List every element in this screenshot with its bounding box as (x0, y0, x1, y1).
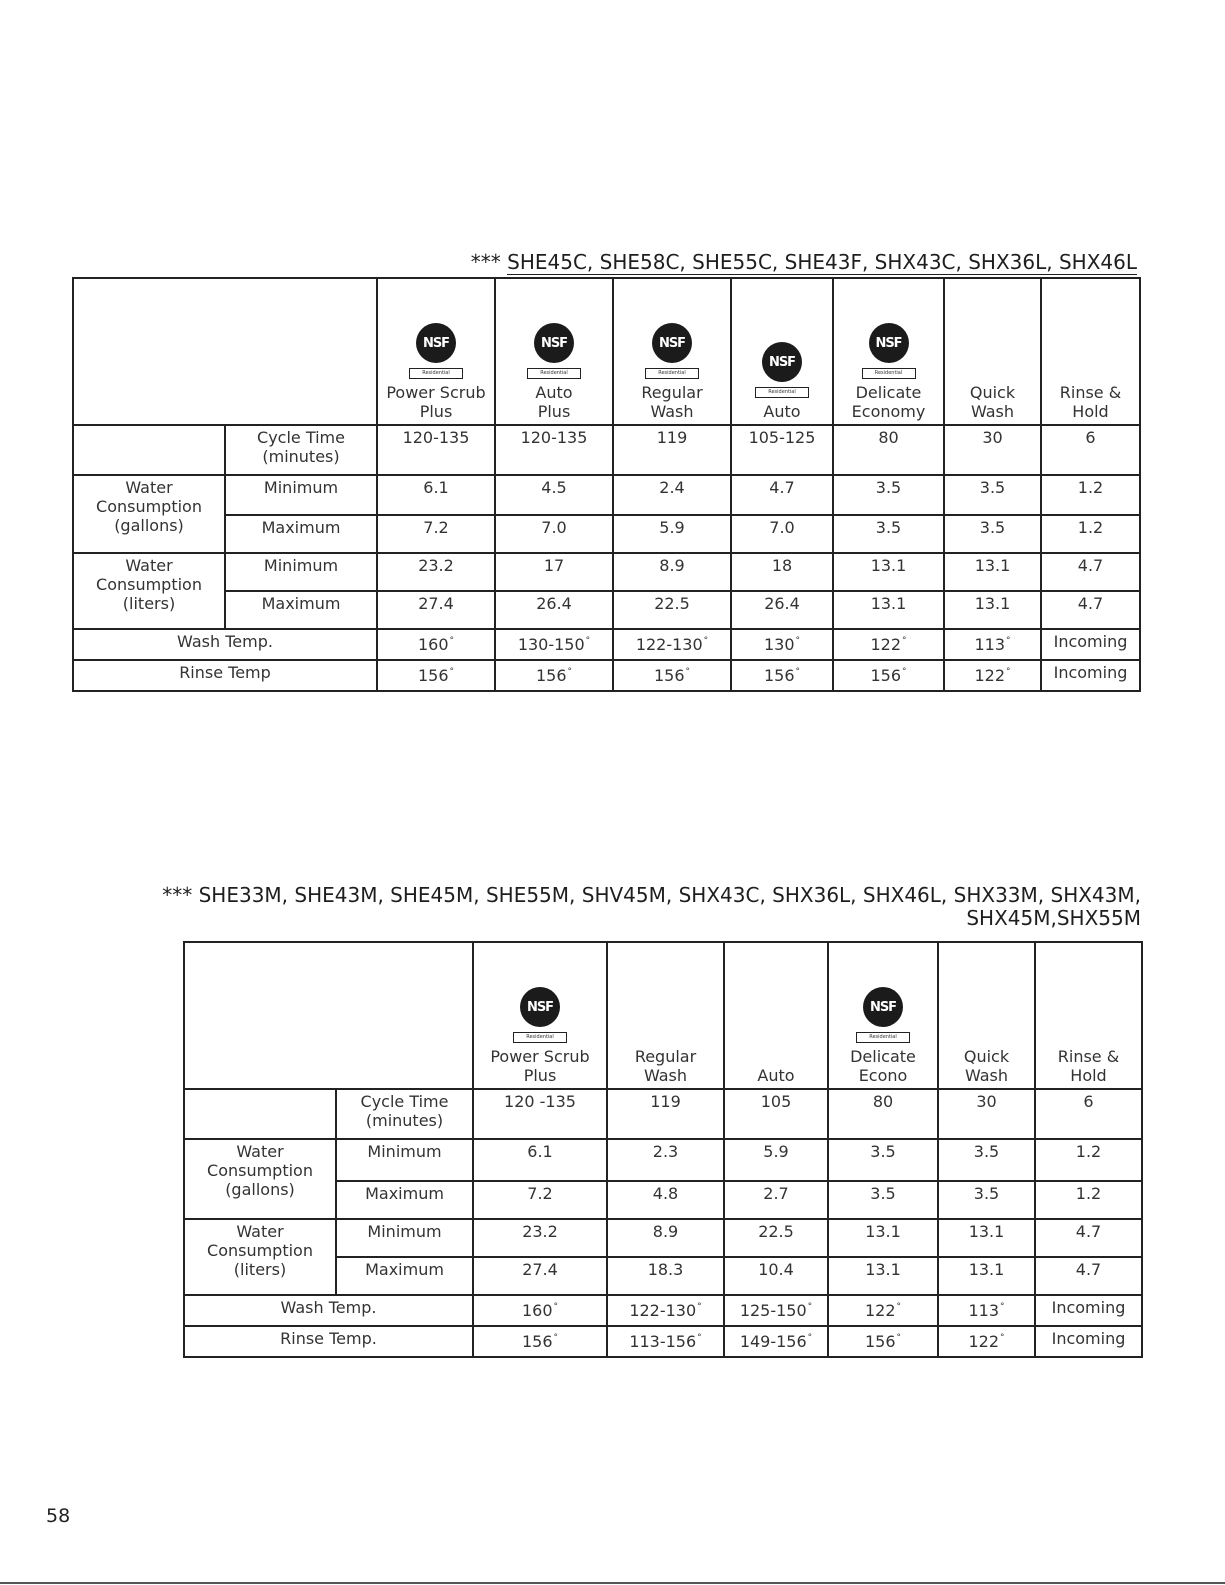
cycle-time-value: 119 (607, 1089, 724, 1139)
table1-heading-models: SHE45C, SHE58C, SHE55C, SHE43F, SHX43C, SHX36L, SHX46L (507, 250, 1137, 274)
temp-text: 113 (968, 1301, 1000, 1320)
table1-heading-prefix: *** (470, 250, 508, 274)
table1-header-row (73, 278, 1140, 425)
column-name-line2: Econo (858, 1066, 908, 1085)
cycle-time-value: 105-125 (731, 425, 833, 475)
degree-symbol: ° (697, 1333, 702, 1343)
nsf-residential-logo-icon (831, 987, 935, 1043)
table1-wash-temp-row (73, 629, 1140, 660)
table2-column-header (828, 942, 938, 1089)
degree-symbol: ° (553, 1302, 559, 1312)
liters-min-value: 13.1 (828, 1219, 938, 1257)
rinse-temp-value (473, 1326, 607, 1357)
table2-rinse-temp-label: Rinse Temp. (184, 1326, 473, 1357)
nsf-tag-text: Residential (513, 1032, 567, 1043)
gallons-min-value: 1.2 (1035, 1139, 1142, 1181)
degree-symbol: ° (567, 667, 573, 677)
gallons-max-value: 2.7 (724, 1181, 828, 1219)
table1-rinse-temp-label: Rinse Temp (73, 660, 377, 691)
gallons-max-value: 7.2 (473, 1181, 607, 1219)
table1-rinse-temp-row (73, 660, 1140, 691)
temp-text: 156 (763, 666, 795, 685)
rinse-temp-value (1041, 660, 1140, 691)
cycle-time-value: 30 (944, 425, 1041, 475)
nsf-residential-logo-icon (380, 323, 492, 379)
rinse-temp-value (938, 1326, 1035, 1357)
table2-liters-min-row (184, 1219, 1142, 1257)
table2-wash-temp-label: Wash Temp. (184, 1295, 473, 1326)
liters-max-value: 13.1 (938, 1257, 1035, 1295)
liters-min-value: 4.7 (1041, 553, 1140, 591)
table2-corner-cell (184, 942, 473, 1089)
table1-column-header (613, 278, 731, 425)
column-name-line2: Wash (650, 402, 694, 421)
table1-liters-max-label: Maximum (225, 591, 377, 629)
gallons-max-value: 3.5 (944, 515, 1041, 553)
liters-min-value: 8.9 (613, 553, 731, 591)
wash-temp-value (473, 1295, 607, 1326)
wash-temp-value (828, 1295, 938, 1326)
table1-gallons-min-label: Minimum (225, 475, 377, 515)
table1-corner-cell (73, 278, 377, 425)
gallons-min-value: 3.5 (828, 1139, 938, 1181)
wash-temp-value (1041, 629, 1140, 660)
nsf-logo-text: NSF (416, 323, 456, 363)
table2-heading-line1: *** SHE33M, SHE43M, SHE45M, SHE55M, SHV45M, SHX43C, SHX36L, SHX46L, SHX33M, SHX43M, (162, 883, 1141, 907)
table1-column-header (377, 278, 495, 425)
temp-text: 160 (417, 635, 449, 654)
cycle-time-value: 80 (828, 1089, 938, 1139)
gallons-min-value: 6.1 (377, 475, 495, 515)
column-name-line1: Power Scrub (386, 383, 486, 402)
temp-text: 125-150 (739, 1301, 807, 1320)
page-number: 58 (46, 1505, 71, 1527)
cycle-time-value: 30 (938, 1089, 1035, 1139)
temp-text: 149-156 (739, 1332, 807, 1351)
gallons-min-value: 1.2 (1041, 475, 1140, 515)
table2-heading-line2: SHX45M,SHX55M (966, 906, 1141, 930)
temp-text: 130-150 (517, 635, 585, 654)
wash-temp-value (495, 629, 613, 660)
nsf-logo-text: NSF (520, 987, 560, 1027)
temp-text: 156 (864, 1332, 896, 1351)
column-name-line1: Delicate (855, 383, 922, 402)
liters-max-value: 26.4 (495, 591, 613, 629)
gallons-max-value: 7.2 (377, 515, 495, 553)
temp-text: 156 (417, 666, 449, 685)
liters-min-value: 4.7 (1035, 1219, 1142, 1257)
liters-max-value: 13.1 (833, 591, 944, 629)
table2-column-header (473, 942, 607, 1089)
temp-text: 122-130 (635, 635, 703, 654)
temp-text: 122 (974, 666, 1006, 685)
nsf-logo-text: NSF (863, 987, 903, 1027)
table2-cycle-time-label: Cycle Time (minutes) (336, 1089, 473, 1139)
column-name-line2: Hold (1072, 402, 1109, 421)
column-name-line1: Auto (763, 402, 801, 421)
gallons-max-value: 1.2 (1041, 515, 1140, 553)
nsf-tag-text: Residential (755, 387, 809, 398)
nsf-logo-text: NSF (534, 323, 574, 363)
temp-text: 122 (968, 1332, 1000, 1351)
degree-symbol: ° (902, 636, 907, 646)
nsf-tag-text: Residential (527, 368, 581, 379)
table1-wash-temp-label: Wash Temp. (73, 629, 377, 660)
gallons-min-value: 3.5 (944, 475, 1041, 515)
nsf-residential-logo-icon (836, 323, 941, 379)
liters-min-value: 18 (731, 553, 833, 591)
table1-column-header (1041, 278, 1140, 425)
temp-text: 122 (870, 635, 902, 654)
gallons-min-value: 2.4 (613, 475, 731, 515)
degree-symbol: ° (585, 636, 591, 646)
wash-temp-value (377, 629, 495, 660)
degree-symbol: ° (807, 1333, 813, 1343)
liters-max-value: 27.4 (377, 591, 495, 629)
table1-column-header (731, 278, 833, 425)
column-name-line2: Wash (643, 1066, 688, 1085)
temp-text: Incoming (1051, 1298, 1126, 1317)
gallons-max-value: 3.5 (938, 1181, 1035, 1219)
table1-cycle-time-row (73, 425, 1140, 475)
table2-gallons-max-label: Maximum (336, 1181, 473, 1219)
gallons-max-value: 3.5 (828, 1181, 938, 1219)
liters-max-value: 10.4 (724, 1257, 828, 1295)
table2-column-header (607, 942, 724, 1089)
liters-max-value: 22.5 (613, 591, 731, 629)
rinse-temp-value (833, 660, 944, 691)
cycle-time-value: 6 (1035, 1089, 1142, 1139)
table2-gallons-min-label: Minimum (336, 1139, 473, 1181)
degree-symbol: ° (896, 1333, 902, 1343)
degree-symbol: ° (553, 1333, 559, 1343)
liters-min-value: 13.1 (833, 553, 944, 591)
column-name-line1: Quick (963, 1047, 1010, 1066)
table2-blank-cell (184, 1089, 336, 1139)
temp-text: 156 (870, 666, 902, 685)
table1-blank-cell (73, 425, 225, 475)
cycle-spec-table-1 (72, 277, 1141, 692)
liters-max-value: 13.1 (944, 591, 1041, 629)
temp-text: Incoming (1053, 632, 1128, 651)
table1-column-header (944, 278, 1041, 425)
rinse-temp-value (377, 660, 495, 691)
rinse-temp-value (731, 660, 833, 691)
nsf-tag-text: Residential (862, 368, 916, 379)
table2-header-row (184, 942, 1142, 1089)
liters-min-value: 17 (495, 553, 613, 591)
column-name-line2: Wash (970, 402, 1015, 421)
bottom-rule (0, 1582, 1225, 1584)
degree-symbol: ° (1000, 1333, 1005, 1343)
column-name-line1: Delicate (850, 1047, 916, 1066)
liters-max-value: 18.3 (607, 1257, 724, 1295)
table2-rinse-temp-row (184, 1326, 1142, 1357)
table2-cycle-time-row (184, 1089, 1142, 1139)
temp-text: Incoming (1051, 1329, 1126, 1348)
gallons-max-value: 5.9 (613, 515, 731, 553)
table1-cycle-time-label: Cycle Time (minutes) (225, 425, 377, 475)
gallons-min-value: 6.1 (473, 1139, 607, 1181)
degree-symbol: ° (896, 1302, 902, 1312)
column-name-line1: Rinse & (1057, 1047, 1120, 1066)
table2-column-header (1035, 942, 1142, 1089)
table1-gallons-label: Water Consumption (gallons) (73, 475, 225, 553)
gallons-max-value: 7.0 (495, 515, 613, 553)
rinse-temp-value (944, 660, 1041, 691)
column-name-line1: Regular (634, 1047, 697, 1066)
wash-temp-value (731, 629, 833, 660)
cycle-time-value: 105 (724, 1089, 828, 1139)
liters-min-value: 23.2 (377, 553, 495, 591)
nsf-residential-logo-icon (476, 987, 604, 1043)
liters-min-value: 8.9 (607, 1219, 724, 1257)
gallons-max-value: 4.8 (607, 1181, 724, 1219)
rinse-temp-value (613, 660, 731, 691)
gallons-min-value: 5.9 (724, 1139, 828, 1181)
rinse-temp-value (495, 660, 613, 691)
temp-text: Incoming (1053, 663, 1128, 682)
cycle-time-value: 6 (1041, 425, 1140, 475)
table2-column-header (938, 942, 1035, 1089)
degree-symbol: ° (1006, 667, 1011, 677)
degree-symbol: ° (795, 667, 801, 677)
cycle-time-value: 120-135 (495, 425, 613, 475)
degree-symbol: ° (1000, 1302, 1005, 1312)
table1-gallons-max-label: Maximum (225, 515, 377, 553)
temp-text: 156 (535, 666, 567, 685)
gallons-min-value: 4.7 (731, 475, 833, 515)
temp-text: 122 (864, 1301, 896, 1320)
table2-liters-max-label: Maximum (336, 1257, 473, 1295)
liters-max-value: 27.4 (473, 1257, 607, 1295)
temp-text: 160 (521, 1301, 553, 1320)
liters-max-value: 13.1 (828, 1257, 938, 1295)
rinse-temp-value (607, 1326, 724, 1357)
table1-gallons-max-row (73, 515, 1140, 553)
table2-wash-temp-row (184, 1295, 1142, 1326)
wash-temp-value (1035, 1295, 1142, 1326)
gallons-min-value: 3.5 (833, 475, 944, 515)
degree-symbol: ° (703, 636, 709, 646)
liters-max-value: 4.7 (1035, 1257, 1142, 1295)
degree-symbol: ° (449, 667, 455, 677)
rinse-temp-value (828, 1326, 938, 1357)
temp-text: 113 (974, 635, 1006, 654)
table2-liters-min-label: Minimum (336, 1219, 473, 1257)
degree-symbol: ° (807, 1302, 813, 1312)
table1-liters-min-label: Minimum (225, 553, 377, 591)
table1-liters-max-row (73, 591, 1140, 629)
rinse-temp-value (724, 1326, 828, 1357)
nsf-tag-text: Residential (645, 368, 699, 379)
wash-temp-value (833, 629, 944, 660)
table2-gallons-label: Water Consumption (gallons) (184, 1139, 336, 1219)
degree-symbol: ° (685, 667, 691, 677)
liters-min-value: 22.5 (724, 1219, 828, 1257)
degree-symbol: ° (449, 636, 455, 646)
degree-symbol: ° (1006, 636, 1011, 646)
cycle-time-value: 120 -135 (473, 1089, 607, 1139)
wash-temp-value (607, 1295, 724, 1326)
table2-heading (162, 884, 1141, 930)
cycle-spec-table-2 (183, 941, 1143, 1358)
degree-symbol: ° (697, 1302, 702, 1312)
nsf-logo-text: NSF (652, 323, 692, 363)
column-name-line2: Economy (851, 402, 926, 421)
table2-column-header (724, 942, 828, 1089)
column-name-line2: Plus (419, 402, 453, 421)
temp-text: 130 (763, 635, 795, 654)
liters-min-value: 13.1 (944, 553, 1041, 591)
gallons-max-value: 7.0 (731, 515, 833, 553)
gallons-min-value: 2.3 (607, 1139, 724, 1181)
wash-temp-value (944, 629, 1041, 660)
nsf-residential-logo-icon (498, 323, 610, 379)
liters-max-value: 4.7 (1041, 591, 1140, 629)
cycle-time-value: 120-135 (377, 425, 495, 475)
column-name-line1: Regular (641, 383, 703, 402)
column-name-line1: Auto (757, 1066, 795, 1085)
table2-liters-label: Water Consumption (liters) (184, 1219, 336, 1295)
column-name-line1: Auto (535, 383, 573, 402)
table1-column-header (833, 278, 944, 425)
gallons-min-value: 3.5 (938, 1139, 1035, 1181)
table1-gallons-min-row (73, 475, 1140, 515)
column-name-line2: Plus (537, 402, 571, 421)
cycle-time-value: 80 (833, 425, 944, 475)
gallons-max-value: 3.5 (833, 515, 944, 553)
table1-liters-label: Water Consumption (liters) (73, 553, 225, 629)
cycle-time-value: 119 (613, 425, 731, 475)
degree-symbol: ° (902, 667, 907, 677)
liters-max-value: 26.4 (731, 591, 833, 629)
nsf-residential-logo-icon (616, 323, 728, 379)
column-name-line1: Quick (969, 383, 1016, 402)
gallons-max-value: 1.2 (1035, 1181, 1142, 1219)
wash-temp-value (938, 1295, 1035, 1326)
degree-symbol: ° (795, 636, 801, 646)
temp-text: 122-130 (629, 1301, 697, 1320)
column-name-line2: Wash (964, 1066, 1009, 1085)
table1-heading (471, 251, 1137, 274)
nsf-logo-text: NSF (762, 342, 802, 382)
table2-gallons-min-row (184, 1139, 1142, 1181)
column-name-line2: Hold (1070, 1066, 1107, 1085)
column-name-line1: Rinse & (1059, 383, 1122, 402)
liters-min-value: 13.1 (938, 1219, 1035, 1257)
gallons-min-value: 4.5 (495, 475, 613, 515)
nsf-residential-logo-icon (734, 342, 830, 398)
wash-temp-value (724, 1295, 828, 1326)
nsf-tag-text: Residential (856, 1032, 910, 1043)
temp-text: 156 (521, 1332, 553, 1351)
liters-min-value: 23.2 (473, 1219, 607, 1257)
nsf-logo-text: NSF (869, 323, 909, 363)
rinse-temp-value (1035, 1326, 1142, 1357)
temp-text: 113-156 (629, 1332, 697, 1351)
nsf-tag-text: Residential (409, 368, 463, 379)
table1-liters-min-row (73, 553, 1140, 591)
column-name-line2: Plus (523, 1066, 557, 1085)
column-name-line1: Power Scrub (490, 1047, 590, 1066)
wash-temp-value (613, 629, 731, 660)
table1-column-header (495, 278, 613, 425)
temp-text: 156 (653, 666, 685, 685)
